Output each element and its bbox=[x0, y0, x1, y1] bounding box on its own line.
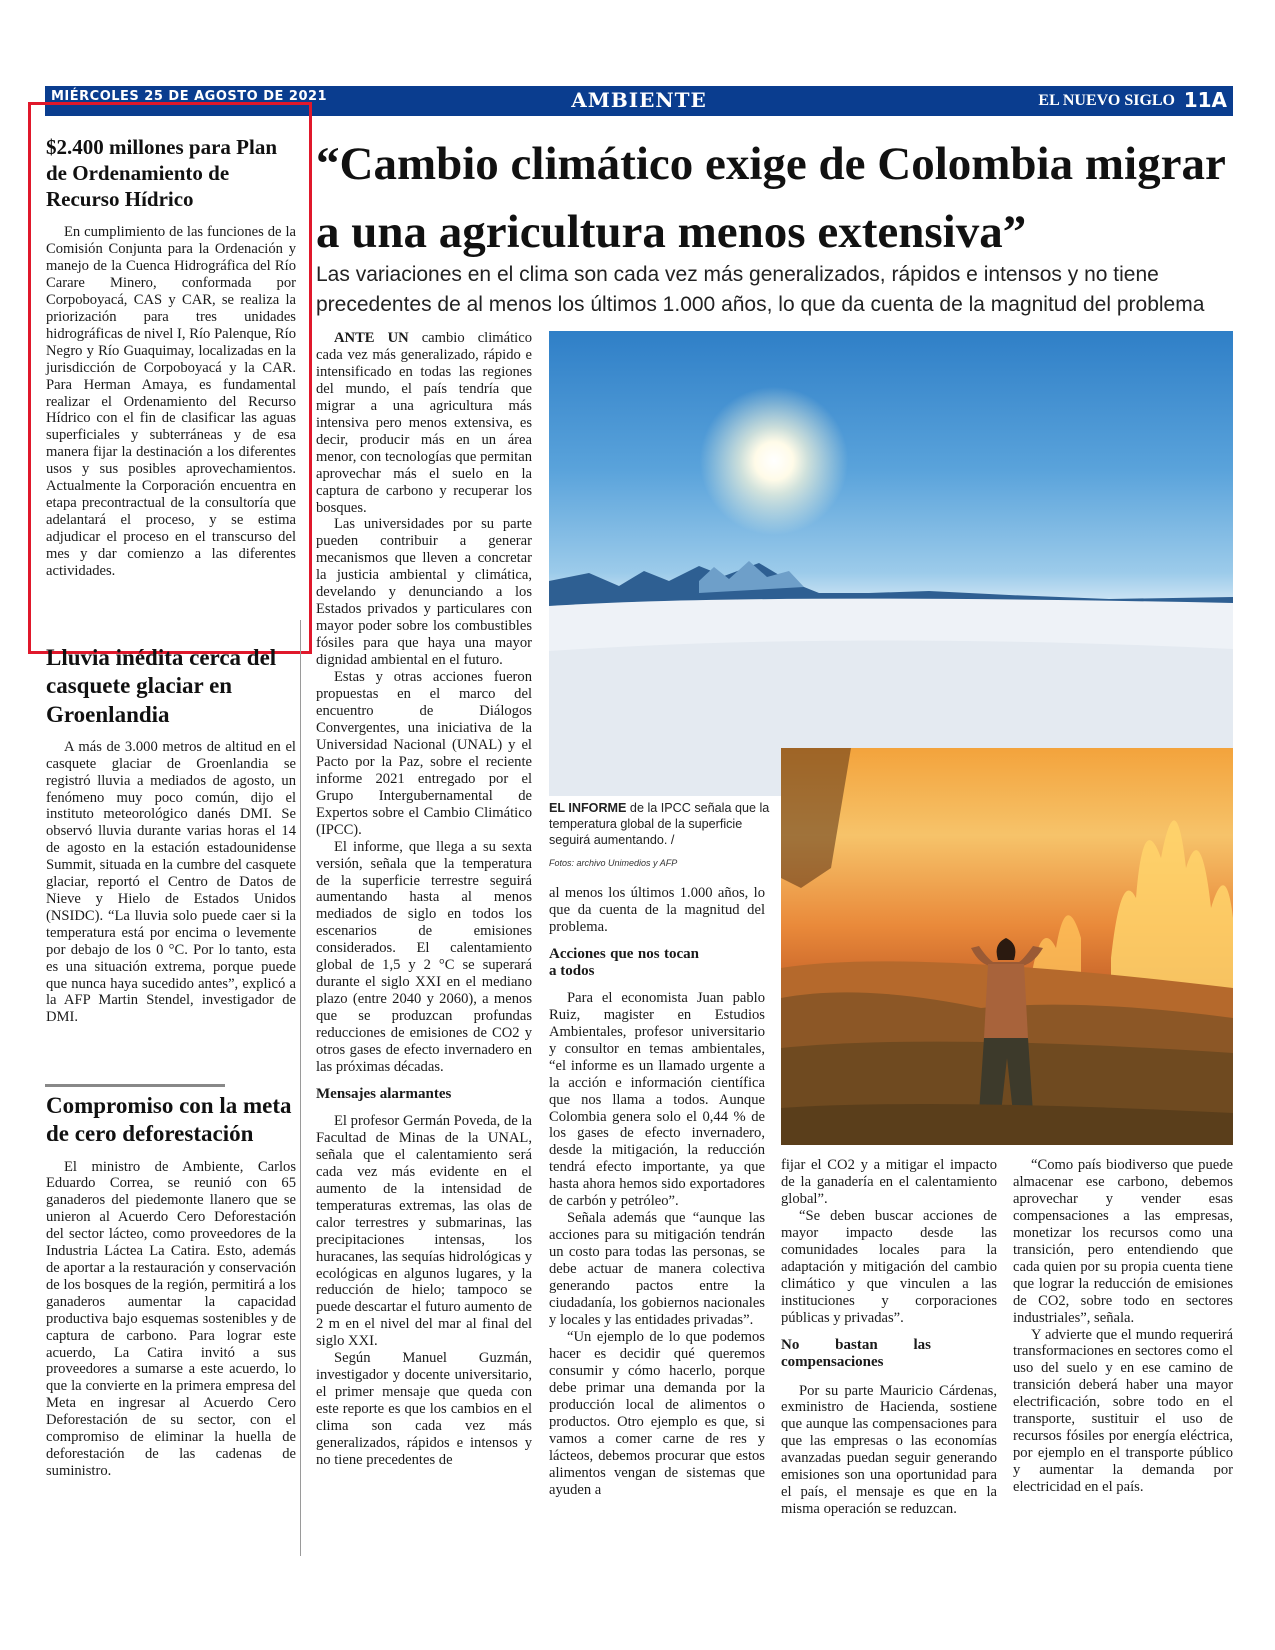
main-deck: Las variaciones en el clima son cada vez más generalizados, rápidos e intensos y no tiene precedentes de al menos los últimos 1.000 años, lo que da cuenta de la magnitud del problema bbox=[316, 263, 1205, 316]
article-column-4 bbox=[1013, 1157, 1233, 1496]
main-headline: “Cambio climático exige de Colombia migrar a una agricultura menos extensiva” bbox=[316, 138, 1225, 258]
story-title: $2.400 millones para Plan de Ordenamiento de Recurso Hídrico bbox=[46, 135, 278, 211]
paragraph: Para el economista Juan pablo Ruiz, magister en Estudios Ambientales, profesor universitario y consultor en temas ambientales, “el informe es un llamado urgente a la acción e información científica que nos llama a todos. Aunque Colombia genera solo el 0,44 % de los gases de efecto invernadero, desde la mitigación, la reducción tendrá efecto importante, ya que hasta ahora hemos sido exportadores de carbón y petróleo”. bbox=[549, 989, 765, 1210]
newspaper-name: EL NUEVO SIGLO bbox=[1038, 92, 1175, 109]
paragraph: Según Manuel Guzmán, investigador y docente universitario, el primer mensaje que queda con este reporte es que los cambios en el clima son cada vez más generalizados, rápidos e intensos y no tiene precedentes de bbox=[316, 1350, 532, 1468]
story-body: A más de 3.000 metros de altitud en el casquete glaciar de Groenlandia se registró lluvia a mediados de agosto, un fenómeno muy poco común, dijo el instituto meteorológico danés DMI. Se observó lluvia durante varias horas el 14 de agosto en la estación estadounidense Summit, situada en la cumbre del casquete glaciar, reportó el Centro de Datos de Nieve y Hielo de Estados Unidos (NSIDC). “La lluvia solo puede caer si la temperatura está por encima o levemente por debajo de los 0 °C. Por lo tanto, esta es una situación extrema, porque puede que nunca haya sucedido antes”, explicó a la AFP Martin Stendel, investigador de DMI. bbox=[46, 738, 296, 1026]
story-title: Compromiso con la meta de cero deforestación bbox=[46, 1093, 292, 1147]
section-title: AMBIENTE bbox=[571, 88, 707, 112]
caption-lead: EL INFORME bbox=[549, 801, 627, 815]
photo-snowfield bbox=[549, 331, 1233, 796]
column-rule bbox=[300, 620, 301, 1556]
page-number: 11A bbox=[1183, 88, 1227, 112]
paragraph: Las universidades por su parte pueden contribuir a generar mecanismos que lleven a concretar la justicia ambiental y climática, develando y denunciando a los Estados privados y particulares con mayor poder sobre los combustibles fósiles para que haya una mayor dignidad ambiental en el futuro. bbox=[316, 516, 532, 669]
article-column-3 bbox=[781, 1157, 997, 1518]
lead-paragraph bbox=[316, 330, 532, 516]
photo-credit: Fotos: archivo Unimedios y AFP bbox=[549, 858, 678, 868]
story-title: Lluvia inédita cerca del casquete glaciar en Groenlandia bbox=[46, 645, 277, 727]
story-body: En cumplimiento de las funciones de la Comisión Conjunta para la Ordenación y manejo de la Cuenca Hidrográfica del Río Carare Minero, conformada por Corpoboyacá, CAS y CAR, se realiza la priorización para tres unidades hidrográficas de nivel I, Río Palenque, Río Negro y Río Guaquimay, localizadas en la jurisdicción de Corpoboyacá y la CAR. Para Herman Amaya, es fundamental realizar el Ordenamiento del Recurso Hídrico con el fin de clasificar las aguas superficiales y subterráneas y de esa manera fijar la destinación a los diferentes usos y sus posibles aprovechamientos. Actualmente la Corporación encuentra en etapa precontractual de la consultoría que adelantará el proceso, y se estima adjudicar el proceso en el transcurso del mes y dar comienzo a las diferentes actividades. bbox=[46, 224, 296, 579]
lead-in: ANTE UN bbox=[334, 330, 409, 346]
article-column-1 bbox=[316, 330, 532, 1469]
paragraph: “Se deben buscar acciones de mayor impacto desde las comunidades locales para la adaptación y mitigación del cambio climático y que vinculen a las instituciones y corporaciones públicas y privadas”. bbox=[781, 1207, 997, 1326]
subheading: Acciones que nos tocan a todos bbox=[549, 945, 699, 979]
highlight-box bbox=[28, 102, 312, 654]
wildfire-scene bbox=[781, 748, 1233, 1145]
story-body: El ministro de Ambiente, Carlos Eduardo Correa, se reunió con 65 ganaderos del piedemonte llanero que se unieron al Acuerdo Cero Deforestación del sector lácteo, como proveedores de la Industria Láctea La Catira. Esto, además de aportar a la restauración y conservación de los bosques de la región, permitirá a los ganaderos aumentar la capacidad productiva bajo esquemas sostenibles y de captura de carbono. Para lograr este acuerdo, La Catira invitó a sus proveedores a sumarse a este acuerdo, lo que la convierte en la primera empresa del Meta en ingresar al Acuerdo Cero Deforestación de su sector, con el compromiso de eliminar la huella de deforestación de las cadenas de suministro. bbox=[46, 1158, 296, 1479]
paragraph: Por su parte Mauricio Cárdenas, exministro de Hacienda, sostiene que aunque las compensaciones para que las empresas o las economías avanzadas puedan seguir generando emisiones son una oportunidad para el país, el mensaje es que en la misma operación se reduzcan. bbox=[781, 1382, 997, 1518]
story-separator bbox=[45, 1084, 225, 1087]
caption-text: de la IPCC señala que la temperatura global de la superficie seguirá aumentando. / bbox=[549, 801, 770, 847]
paragraph: El profesor Germán Poveda, de la Facultad de Minas de la UNAL, señala que el calentamiento será cada vez más evidente en el aumento de la intensidad de temperaturas extremas, las olas de calor terrestres y submarinas, las precipitaciones intensas, los huracanes, las sequías hidrológicas y ecológicas en algunos lugares, y la reducción de hielo; tampoco se puede descartar el futuro aumento de 2 m en el nivel del mar al final del siglo XXI. bbox=[316, 1112, 532, 1350]
paragraph: Y advierte que el mundo requerirá transformaciones en sectores como el uso del suelo y en ese camino de transición deberá haber una mayor electrificación, sobre todo en el transporte, sustituir el uso de recursos fósiles por energía eléctrica, por ejemplo en el transporte público y aumentar la demanda por electricidad en el país. bbox=[1013, 1326, 1233, 1496]
sidebar-story-deforestation bbox=[46, 1092, 296, 1480]
photo-caption bbox=[549, 800, 774, 848]
paragraph: al menos los últimos 1.000 años, lo que da cuenta de la magnitud del problema. bbox=[549, 885, 765, 935]
lead-text: cambio climático cada vez más generalizado, rápido e intensificado en todas las regiones del mundo, el país tendría que migrar a una agricultura más intensiva pero menos extensiva, es decir, producir más en un área menor, con tecnologías que permitan aprovechar más el suelo en la captura de carbono y recuperar los bosques. bbox=[316, 330, 532, 516]
sidebar-story-greenland-rain bbox=[46, 644, 296, 1026]
photo-wildfire bbox=[781, 748, 1233, 1145]
paragraph: “Un ejemplo de lo que podemos hacer es decidir qué queremos consumir y cómo hacerlo, porque debe primar una demanda por la producción local de alimentos o productos. Otro ejemplo es que, si vamos a comer carne de res y lácteos, debemos procurar que estos alimentos vengan de sistemas que ayuden a bbox=[549, 1328, 765, 1498]
paragraph: fijar el CO2 y a mitigar el impacto de la ganadería en el calentamiento global”. bbox=[781, 1157, 997, 1207]
issue-date: MIÉRCOLES 25 DE AGOSTO DE 2021 bbox=[51, 89, 328, 104]
paragraph: “Como país biodiverso que puede almacenar ese carbono, debemos aprovechar y vender esas compensaciones a las empresas, monetizar los recursos como una transición, pero entendiendo que cada quien por su propia cuenta tiene que lograr la reducción de emisiones de CO2, sobre todo en sectores industriales”, señala. bbox=[1013, 1157, 1233, 1326]
snow-landscape bbox=[549, 331, 1233, 796]
article-column-2 bbox=[549, 885, 765, 1498]
paragraph: Estas y otras acciones fueron propuestas en el marco del encuentro de Diálogos Convergentes, una iniciativa de la Universidad Nacional (UNAL) y el Pacto por la Paz, sobre el reciente informe 2021 entregado por el Grupo Intergubernamental de Expertos sobre el Cambio Climático (IPCC). bbox=[316, 669, 532, 838]
paragraph: El informe, que llega a su sexta versión, señala que la temperatura de la superficie terrestre seguirá aumentando hasta al menos mediados de siglo en todos los escenarios de emisiones considerados. El calentamiento global de 1,5 y 2 °C se superará durante el siglo XXI en el mediano plazo (entre 2040 y 2060), a menos que se produzcan profundas reducciones de emisiones de CO2 y otros gases de efecto invernadero en las próximas décadas. bbox=[316, 838, 532, 1075]
subheading: Mensajes alarmantes bbox=[316, 1085, 452, 1102]
subheading: No bastan las compensaciones bbox=[781, 1336, 931, 1370]
paragraph: Señala además que “aunque las acciones para su mitigación tendrán un costo para todas las personas, se debe actuar de manera colectiva generando pactos entre la ciudadanía, los gobiernos nacionales y locales y las entidades privadas”. bbox=[549, 1210, 765, 1328]
